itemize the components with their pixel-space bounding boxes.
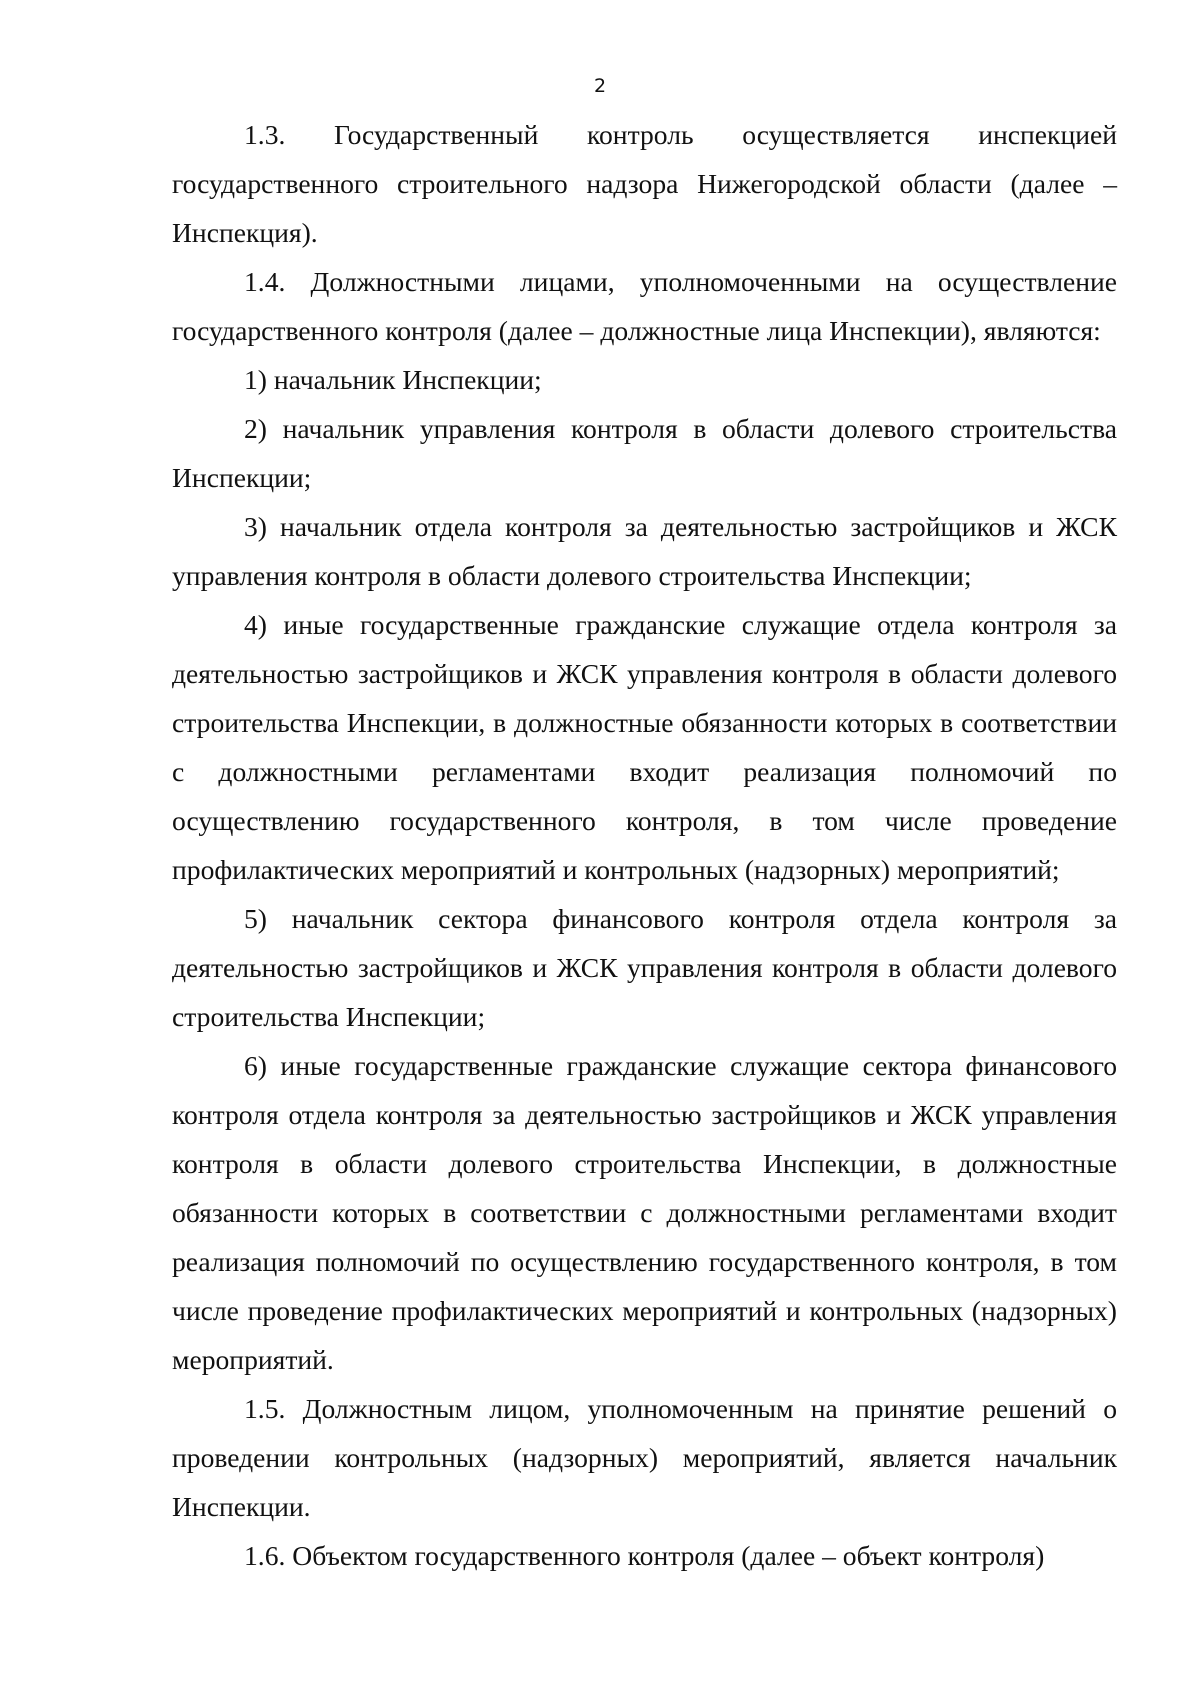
list-item-6: 6) иные государственные гражданские служащие сектора финансового контроля отдела контроля за деятельностью застройщиков и ЖСК управления контроля в области долевого строительства Инспекции, в должностные обязанности которых в соответствии с должностными регламентами входит реализация полномочий по осуществлению государственного контроля, в том числе проведение профилактических мероприятий и контрольных (надзорных) мероприятий. (172, 1050, 1117, 1375)
document-body (172, 110, 1117, 1580)
paragraph-1-3: 1.3. Государственный контроль осуществляется инспекцией государственного строительного надзора Нижегородской области (далее – Инспекция). (172, 119, 1117, 248)
list-item-3: 3) начальник отдела контроля за деятельностью застройщиков и ЖСК управления контроля в области долевого строительства Инспекции; (172, 511, 1117, 591)
page-number: 2 (593, 75, 607, 97)
paragraph-1-4: 1.4. Должностными лицами, уполномоченными на осуществление государственного контроля (далее – должностные лица Инспекции), являются: (172, 266, 1117, 346)
list-item-1: 1) начальник Инспекции; (244, 364, 542, 395)
list-item-5: 5) начальник сектора финансового контроля отдела контроля за деятельностью застройщиков и ЖСК управления контроля в области долевого строительства Инспекции; (172, 903, 1117, 1032)
paragraph-1-5: 1.5. Должностным лицом, уполномоченным на принятие решений о проведении контрольных (надзорных) мероприятий, является начальник Инспекции. (172, 1393, 1117, 1522)
list-item-4: 4) иные государственные гражданские служащие отдела контроля за деятельностью застройщиков и ЖСК управления контроля в области долевого строительства Инспекции, в должностные обязанности которых в соответствии с должностными регламентами входит реализация полномочий по осуществлению государственного контроля, в том числе проведение профилактических мероприятий и контрольных (надзорных) мероприятий; (172, 609, 1117, 885)
list-item-2: 2) начальник управления контроля в области долевого строительства Инспекции; (172, 413, 1117, 493)
paragraph-1-6: 1.6. Объектом государственного контроля (далее – объект контроля) (244, 1540, 1045, 1571)
